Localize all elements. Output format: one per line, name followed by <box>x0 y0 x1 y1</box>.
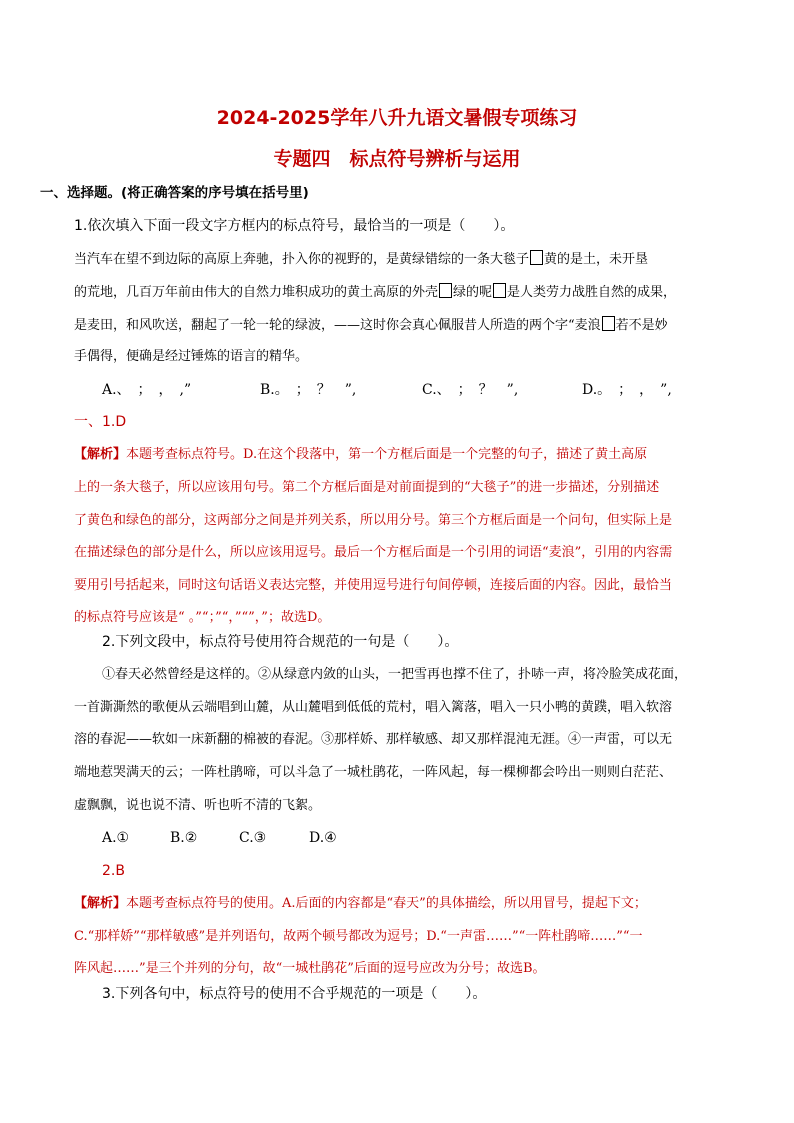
q2-option-a: A.① <box>102 830 130 846</box>
q1-analysis-line-2: 上的一条大毯子，所以应该用句号。第二个方框后面是对前面提到的“大毯子”的进一步描述，分别描述 <box>74 480 660 495</box>
blank-box-3 <box>493 283 506 298</box>
q1-passage-line-2: 的荒地，几百万年前由伟大的自然力堆积成功的黄土高原的外壳 绿的呢 是人类劳力战胜自然的成果， <box>74 285 677 300</box>
question-3-stem: 3.下列各句中，标点符号的使用不合乎规范的一项是（ ）。 <box>102 986 487 1002</box>
blank-box-2 <box>439 283 452 298</box>
q1-analysis-line-5: 要用引号括起来，同时这句话语义表达完整，并使用逗号进行句间停顿，连接后面的内容。因此，最恰当 <box>74 578 673 593</box>
q1-option-a: A.、 ； ， ,” <box>102 382 192 398</box>
q2-option-c: C.③ <box>239 830 267 846</box>
question-2-stem: 2.下列文段中，标点符号使用符合规范的一句是（ ）。 <box>102 634 459 650</box>
q1-analysis-line-6: 的标点符号应该是“ 。”“；”“，”“”，”；故选D。 <box>74 610 331 625</box>
q2-answer: 2.B <box>102 863 125 879</box>
q2-passage-line-5: 虚飘飘，说也说不清、听也听不清的飞絮。 <box>74 798 322 813</box>
q2-passage-line-1: ①春天必然曾经是这样的。②从绿意内敛的山头，一把雪再也撑不住了，扑哧一声，将冷脸笑成花面， <box>102 667 688 682</box>
q2-option-d: D.④ <box>309 830 337 846</box>
q2-analysis-line-2: C.“那样娇”“那样敏感”是并列语句，故两个顿号都改为逗号；D.“一声雷……”“一阵杜鹃啼……”“一 <box>74 929 643 944</box>
blank-box-1 <box>530 250 543 265</box>
analysis-tag: 【解析】 <box>74 896 127 911</box>
q1-analysis-line-4: 在描述绿色的部分是什么，所以应该用逗号。最后一个方框后面是一个引用的词语“麦浪”，引用的内容需 <box>74 545 673 560</box>
q2-passage-line-3: 溶的春泥——软如一床新翻的棉被的春泥。③那样娇、那样敏感、却又那样混沌无涯。④一声雷，可以无 <box>74 732 673 747</box>
q2-analysis-line-3: 阵风起……”是三个并列的分句，故“一城杜鹃花”后面的逗号应改为分号；故选B。 <box>74 961 546 976</box>
q1-analysis-line-3: 了黄色和绿色的部分，这两部分之间是并列关系，所以用分号。第三个方框后面是一个问句，但实际上是 <box>74 513 673 528</box>
q2-analysis-line-1: 【解析】本题考查标点符号的使用。A.后面的内容都是“春天”的具体描绘，所以用冒号，提起下文； <box>74 896 647 911</box>
section-heading: 一、选择题。(将正确答案的序号填在括号里) <box>40 185 309 201</box>
q1-option-d: D.。 ； ， ”, <box>582 382 672 398</box>
q2-passage-line-4: 端地惹哭满天的云；一阵杜鹃啼，可以斗急了一城杜鹃花，一阵风起，每一棵柳都会吟出一则则白茫茫、 <box>74 765 673 780</box>
q1-option-c: C.、 ； ？ ”, <box>422 382 519 398</box>
blank-box-4 <box>602 316 615 331</box>
document-subtitle: 专题四 标点符号辨析与运用 <box>273 148 521 170</box>
q1-passage-line-3: 是麦田，和风吹送，翻起了一轮一轮的绿波，——这时你会真心佩服昔人所造的两个字“麦浪 若不是妙 <box>74 318 668 333</box>
q1-passage-line-4: 手偶得，便确是经过锤炼的语言的精华。 <box>74 349 309 364</box>
q2-option-b: B.② <box>170 830 198 846</box>
question-1-stem: 1.依次填入下面一段文字方框内的标点符号，最恰当的一项是（ ）。 <box>74 218 515 234</box>
q1-analysis-line-1: 【解析】本题考查标点符号。D.在这个段落中，第一个方框后面是一个完整的句子，描述了黄土高原 <box>74 447 648 462</box>
q1-option-b: B.。 ； ？ ”, <box>260 382 357 398</box>
analysis-tag: 【解析】 <box>74 447 127 462</box>
q1-passage-line-1: 当汽车在望不到边际的高原上奔驰，扑入你的视野的，是黄绿错综的一条大毯子 黄的是土，未开垦 <box>74 252 649 267</box>
q2-passage-line-2: 一首澌澌然的歌便从云端唱到山麓，从山麓唱到低低的荒村，唱入篱落，唱入一只小鸭的黄蹼，唱入软溶 <box>74 700 673 715</box>
document-title: 2024-2025学年八升九语文暑假专项练习 <box>216 107 578 129</box>
q1-answer: 一、1.D <box>74 414 127 430</box>
